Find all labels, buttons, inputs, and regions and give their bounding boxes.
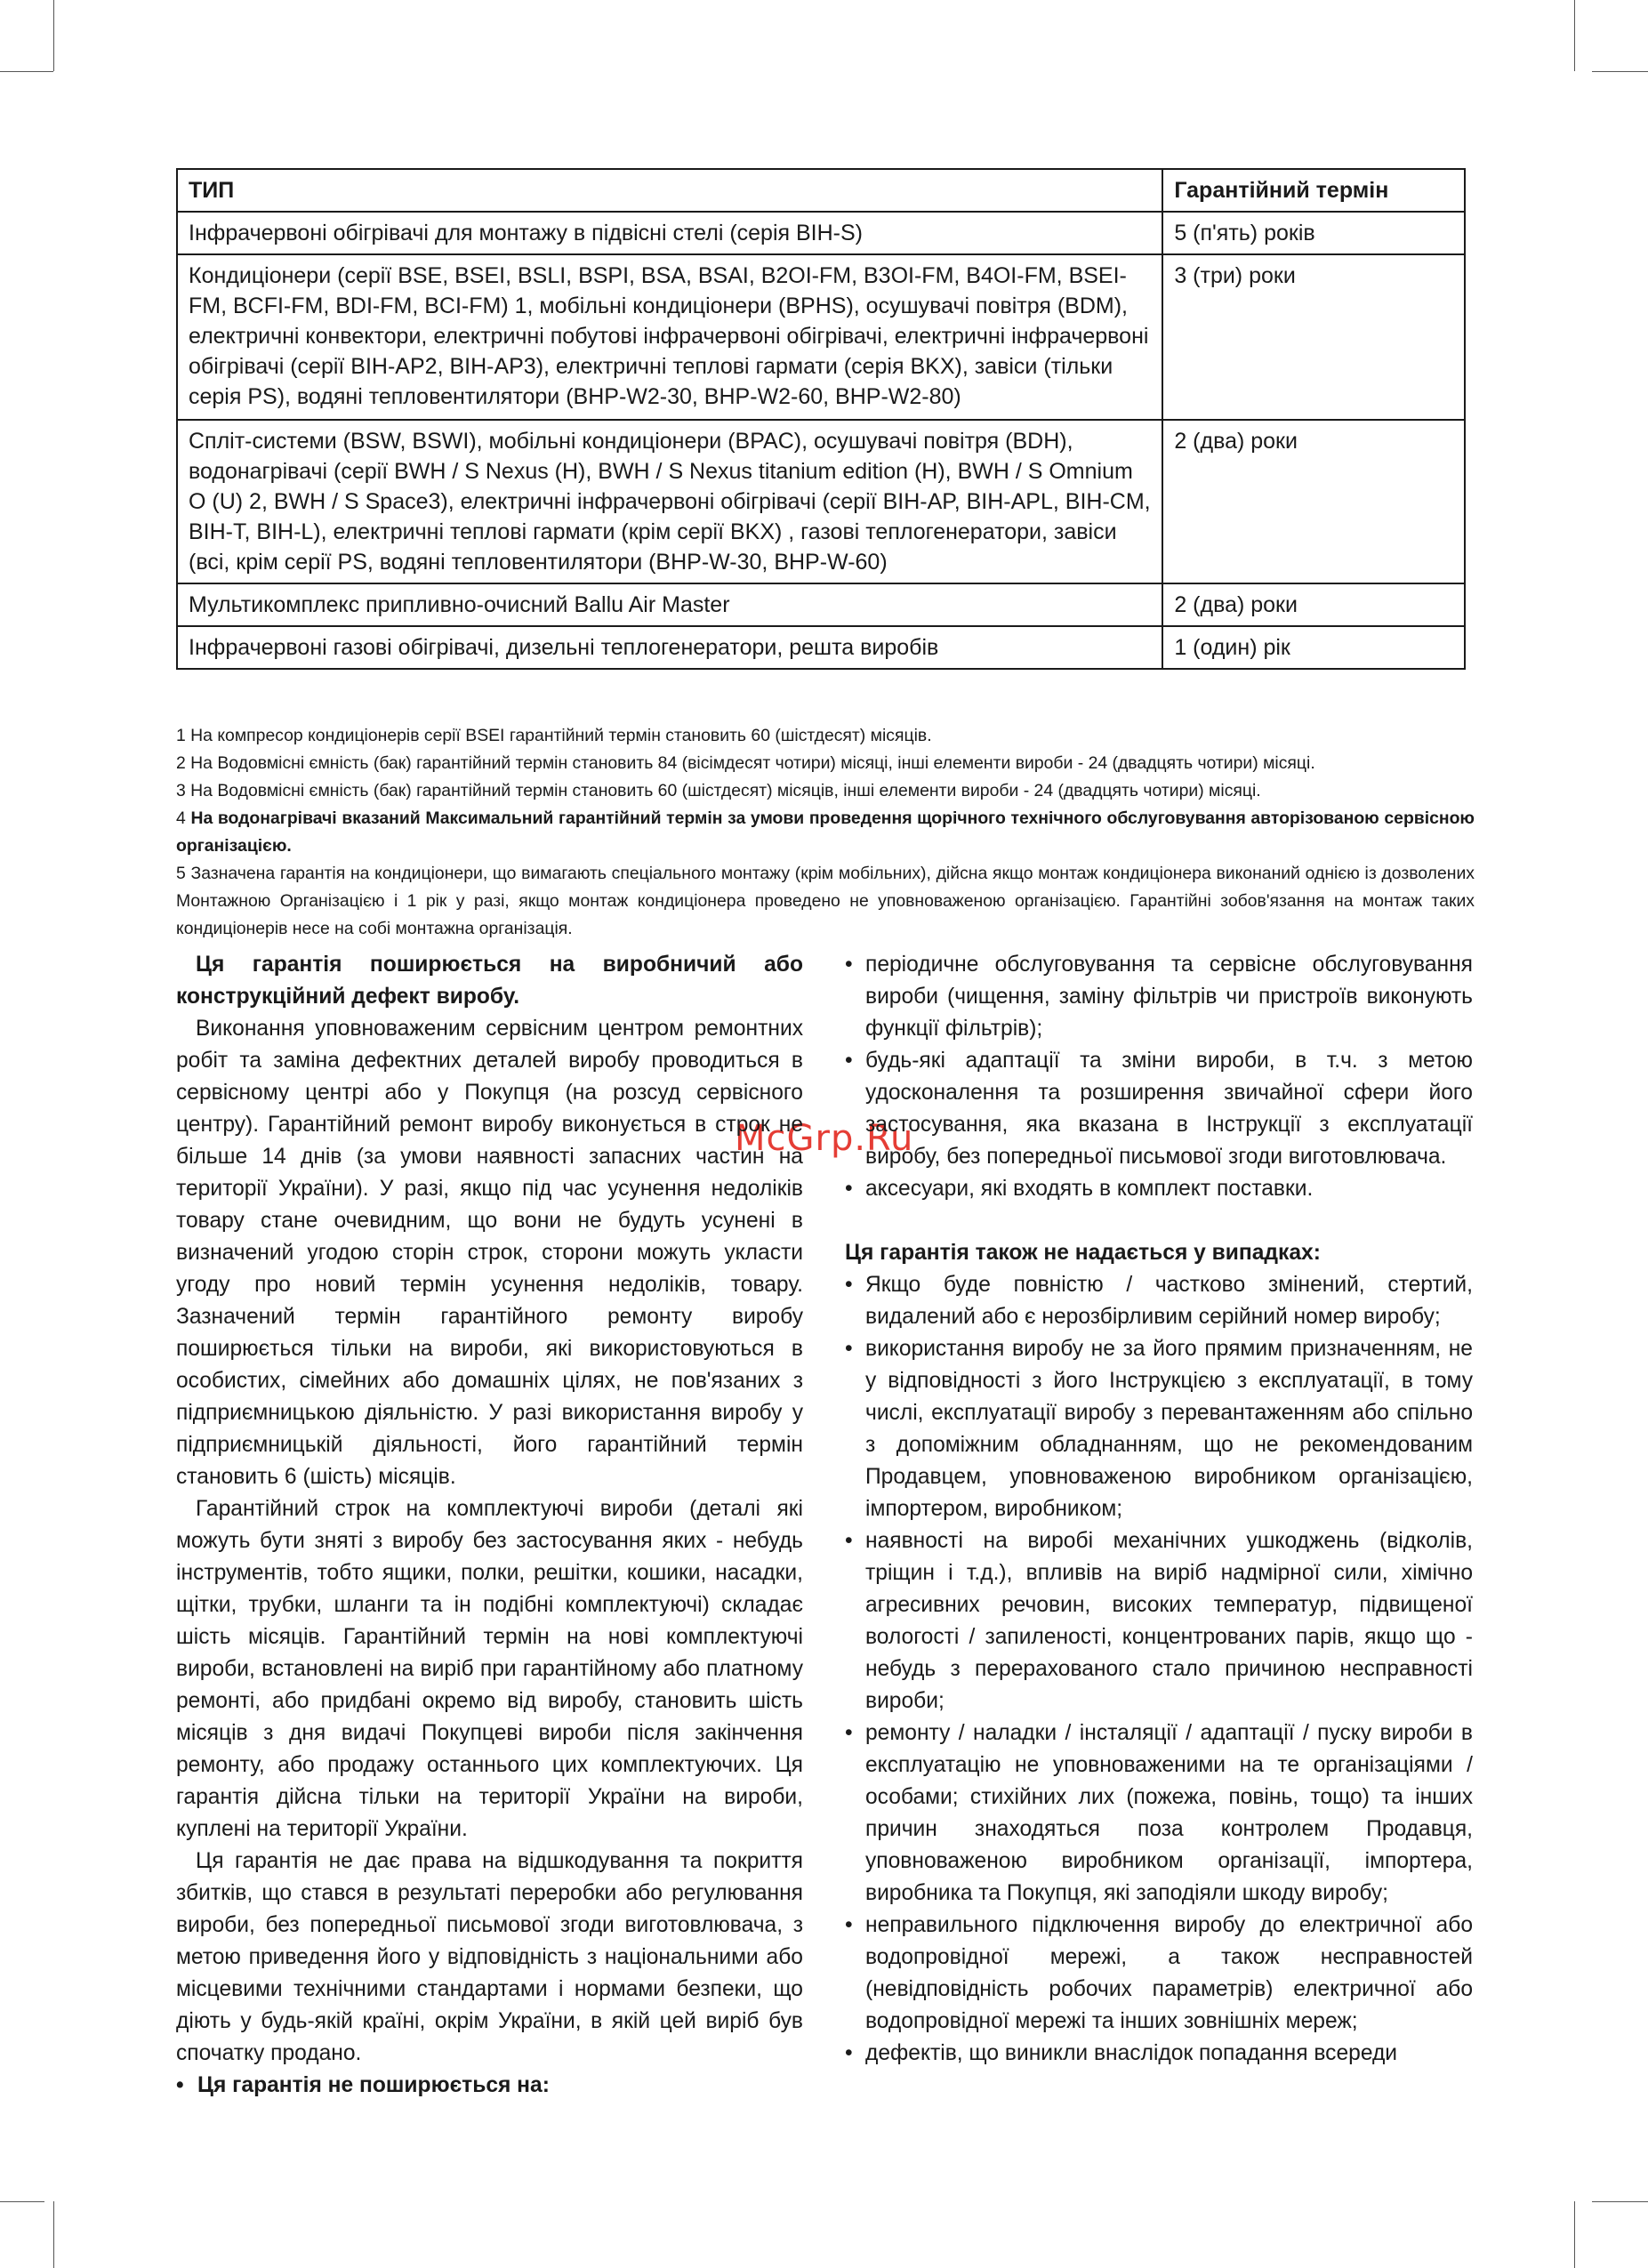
footnotes — [176, 722, 1475, 943]
list-item: • Якщо буде повністю / частково змінений, стертий, видалений або є нерозбірливим серійний номер виробу; — [845, 1269, 1473, 1333]
table-row — [177, 254, 1465, 420]
list-item: • неправильного підключення виробу до електричної або водопровідної мережі, а також несправностей (невідповідність робочих параметрів) електричної або водопровідної мережі та інших зовнішніх мереж; — [845, 1910, 1473, 2038]
footnote-4 — [176, 805, 1475, 860]
row-term: 1 (один) рік — [1162, 626, 1465, 669]
row-term: 2 (два) роки — [1162, 583, 1465, 626]
exclusions-list — [845, 949, 1473, 1205]
compensation-paragraph: Ця гарантія не дає права на відшкодування та покриття збитків, що стався в результаті переробки або регулювання вироби, без попередньої письмової згоди виготовлювача, з метою приведення його у відповідність з національними або місцевими технічними стандартами і нормами безпеки, що діють у будь-якій країні, окрім України, в якій цей виріб був спочатку продано. — [176, 1849, 803, 2065]
row-term: 2 (два) роки — [1162, 420, 1465, 583]
cases-heading: Ця гарантія також не надається у випадках: — [845, 1241, 1321, 1265]
right-column — [845, 949, 1473, 2070]
row-type: Кондиціонери (серії BSE, BSEI, BSLI, BSPI, BSA, BSAI, B2OI-FM, B3OI-FM, B4OI-FM, BSEI-FM, BCFI-FM, BDI-FM, BCI-FM) 1, мобільні кондиціонери (BPHS), осушувачі повітря (BDM), електричні конвектори, електричні побутові інфрачервоні обігрівачі, електричні інфрачервоні обігрівачі (серії BIH-AP2, BIH-AP3), електричні теплові гармати (серія BKX), завіси (тільки серія PS), водяні тепловентилятори (BHP-W2-30, BHP-W2-60, BHP-W2-80) — [177, 254, 1162, 420]
header-type: ТИП — [177, 169, 1162, 212]
row-term: 3 (три) роки — [1162, 254, 1465, 420]
footnote-1: 1 На компресор кондиціонерів серії BSEI гарантійний термін становить 60 (шістдесят) місяців. — [176, 726, 932, 745]
footnote-4-text: На водонагрівачі вказаний Максимальний гарантійний термін за умови проведення щорічного технічного обслуговування авторізованою сервісною організацією. — [176, 808, 1475, 856]
row-type: Спліт-системи (BSW, BSWI), мобільні кондиціонери (BPAC), осушувачі повітря (BDH), водонагрівачі (серії BWH / S Nexus (H), BWH / S Nexus titanium edition (H), BWH / S Omnium O (U) 2, BWH / S Space3), електричні інфрачервоні обігрівачі (серії BIH-AP, BIH-APL, BIH-CM, BIH-T, BIH-L), електричні теплові гармати (крім серії BKX) , газові теплогенератори, завіси (всі, крім серії PS, водяні тепловентилятори (BHP-W-30, BHP-W-60) — [177, 420, 1162, 583]
components-paragraph: Гарантійний строк на комплектуючі вироби (деталі які можуть бути зняті з виробу без застосування яких - небудь інструментів, тобто ящики, полки, решітки, кошики, насадки, щітки, трубки, шланги та ін подібні комплектуючі) складає шість місяців. Гарантійний термін на нові комплектуючі вироби, встановлені на виріб при гарантійному або платному ремонті, або придбані окремо від виробу, становить шість місяців з дня видачі Покупцеві вироби після закінчення ремонту, або продажу останнього цих комплектуючих. Ця гарантія дійсна тільки на території України на вироби, куплені на території України. — [176, 1497, 803, 1841]
list-item: • аксесуари, які входять в комплект поставки. — [845, 1173, 1473, 1205]
footnote-2: 2 На Водовмісні ємність (бак) гарантійний термін становить 84 (вісімдесят чотири) місяці, інші елементи вироби - 24 (двадцять чотири) місяці. — [176, 753, 1315, 773]
row-term: 5 (п'ять) років — [1162, 212, 1465, 254]
footnote-3: 3 На Водовмісні ємність (бак) гарантійний термін становить 60 (шістдесят) місяців, інші елементи вироби - 24 (двадцять чотири) місяці. — [176, 781, 1261, 800]
list-item: • наявності на виробі механічних ушкоджень (відколів, тріщин і т.д.), впливів на виріб надмірної сили, хімічно агресивних речовин, високих температур, підвищеної вологості / запиленості, концентрованих парів, якщо що - небудь з перерахованого стало причиною несправності вироби; — [845, 1525, 1473, 1717]
repair-paragraph: Виконання уповноваженим сервісним центром ремонтних робіт та заміна дефектних деталей виробу проводиться в сервісному центрі або у Покупця (на розсуд сервісного центру). Гарантійний ремонт виробу виконується в строк не більше 14 днів (за умови наявності запасних частин на території України). У разі, якщо під час усунення недоліків товару стане очевидним, що вони не будуть усунені в визначений угодою сторін строк, сторони можуть укласти угоду про новий термін усунення недоліків, товару. Зазначений термін гарантійного ремонту виробу поширюється тільки на вироби, які використовуються в особистих, сімейних або домашніх цілях, не пов'язаних з підприємницькою діяльністю. У разі використання виробу у підприємницькій діяльності, його гарантійний термін становить 6 (шість) місяців. — [176, 1017, 803, 1489]
left-column — [176, 949, 803, 2102]
table-row — [177, 626, 1465, 669]
list-item: • дефектів, що виникли внаслідок попадання всереди — [845, 2038, 1473, 2070]
table-row — [177, 420, 1465, 583]
crop-mark-bottom-right — [1574, 2201, 1575, 2268]
table-row — [177, 212, 1465, 254]
crop-mark-top-right — [1574, 0, 1575, 71]
list-item: • будь-які адаптації та зміни вироби, в т.ч. з метою удосконалення та розширення звичайної сфери його застосування, яка вказана в Інструкції з експлуатації виробу, без попередньої письмової згоди виготовлювача. — [845, 1045, 1473, 1173]
list-item: • ремонту / наладки / інсталяції / адаптації / пуску вироби в експлуатацію не уповноваженими на те організаціями / особами; стихійних лих (пожежа, повінь, тощо) та інших причин знаходяться поза контролем Продавця, уповноваженою виробником організації, імпортера, виробника та Покупця, які заподіяли шкоду виробу; — [845, 1717, 1473, 1910]
crop-mark-bottom-right-h — [1592, 2201, 1648, 2202]
crop-mark-bottom-left — [53, 2201, 54, 2268]
header-term: Гарантійний термін — [1162, 169, 1465, 212]
warranty-table — [176, 168, 1466, 670]
crop-mark-top-left-h — [0, 71, 53, 72]
watermark: McGrp.Ru — [735, 1118, 914, 1159]
row-type: Інфрачервоні обігрівачі для монтажу в підвісні стелі (серія BIH-S) — [177, 212, 1162, 254]
crop-mark-top-left — [53, 0, 54, 71]
exclusions-intro-list — [176, 2070, 803, 2102]
crop-mark-top-right-h — [1592, 71, 1648, 72]
footnote-4-number: 4 — [176, 808, 186, 828]
row-type: Мультикомплекс припливно-очисний Ballu Air Master — [177, 583, 1162, 626]
scope-heading: Ця гарантія поширюється на виробничий або конструкційний дефект виробу. — [176, 953, 803, 1009]
cases-list — [845, 1269, 1473, 2070]
footnote-5: 5 Зазначена гарантія на кондиціонери, що вимагають спеціального монтажу (крім мобільних), дійсна якщо монтаж кондиціонера виконаний однією із дозволених Монтажною Організацією і 1 рік у разі, якщо монтаж кондиціонера проведено не уповноваженою організацією. Гарантійні зобов'язання на монтаж таких кондиціонерів несе на собі монтажна організація. — [176, 864, 1475, 938]
list-item: • періодичне обслуговування та сервісне обслуговування вироби (чищення, заміну фільтрів чи пристроїв виконують функції фільтрів); — [845, 949, 1473, 1045]
crop-mark-bottom-left-h — [0, 2201, 44, 2202]
table-header-row — [177, 169, 1465, 212]
exclusions-intro: • Ця гарантія не поширюється на: — [176, 2070, 803, 2102]
table-row — [177, 583, 1465, 626]
row-type: Інфрачервоні газові обігрівачі, дизельні теплогенератори, решта виробів — [177, 626, 1162, 669]
list-item: • використання виробу не за його прямим призначенням, не у відповідності з його Інструкцією з експлуатації, в тому числі, експлуатації виробу з перевантаженням або спільно з допоміжним обладнанням, що не рекомендованим Продавцем, уповноваженою виробником організацією, імпортером, виробником; — [845, 1333, 1473, 1525]
